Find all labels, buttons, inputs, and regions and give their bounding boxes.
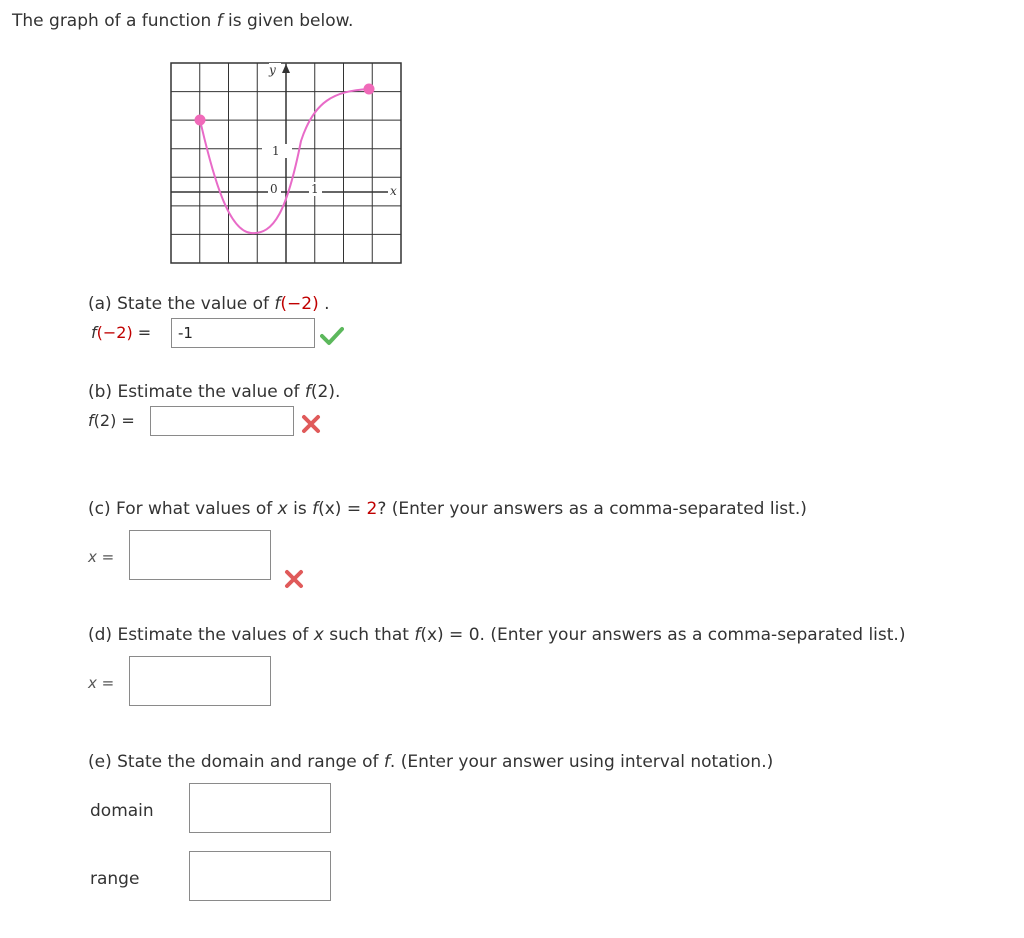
domain-label: domain — [90, 801, 154, 821]
y-axis-label: y — [269, 63, 276, 77]
part-a-label: f(−2) = — [91, 323, 152, 342]
tick-label-x-1: 1 — [311, 182, 319, 196]
part-c-label: x = — [88, 548, 115, 566]
part-d-prompt: (d) Estimate the values of x such that f(x) = 0. (Enter your answers as a comma-separated list.) — [88, 625, 906, 645]
y-axis-arrow-icon — [282, 64, 290, 73]
function-graph — [169, 61, 405, 267]
part-e-prompt: (e) State the domain and range of f. (Enter your answer using interval notation.) — [88, 752, 774, 772]
incorrect-x-icon — [301, 414, 321, 434]
part-a-answer-input[interactable] — [171, 318, 315, 348]
part-d-label: x = — [88, 674, 115, 692]
endpoint-right — [364, 84, 375, 95]
range-label: range — [90, 869, 140, 889]
part-c-answer-input[interactable] — [129, 530, 271, 580]
part-b-label: f(2) = — [88, 411, 135, 430]
domain-answer-input[interactable] — [189, 783, 331, 833]
part-c-prompt: (c) For what values of x is f(x) = 2? (Enter your answers as a comma-separated list.) — [88, 499, 807, 519]
range-answer-input[interactable] — [189, 851, 331, 901]
part-b-prompt: (b) Estimate the value of f(2). — [88, 382, 341, 402]
part-a-prompt: (a) State the value of f(−2) . — [88, 294, 330, 314]
part-d-answer-input[interactable] — [129, 656, 271, 706]
intro-text: The graph of a function f is given below. — [12, 11, 354, 31]
tick-label-y-1: 1 — [272, 144, 280, 158]
incorrect-x-icon — [284, 569, 304, 589]
x-axis-label: x — [390, 184, 397, 198]
correct-check-icon — [320, 326, 344, 346]
tick-label-origin: 0 — [270, 182, 278, 196]
part-b-answer-input[interactable] — [150, 406, 294, 436]
endpoint-left — [195, 115, 206, 126]
